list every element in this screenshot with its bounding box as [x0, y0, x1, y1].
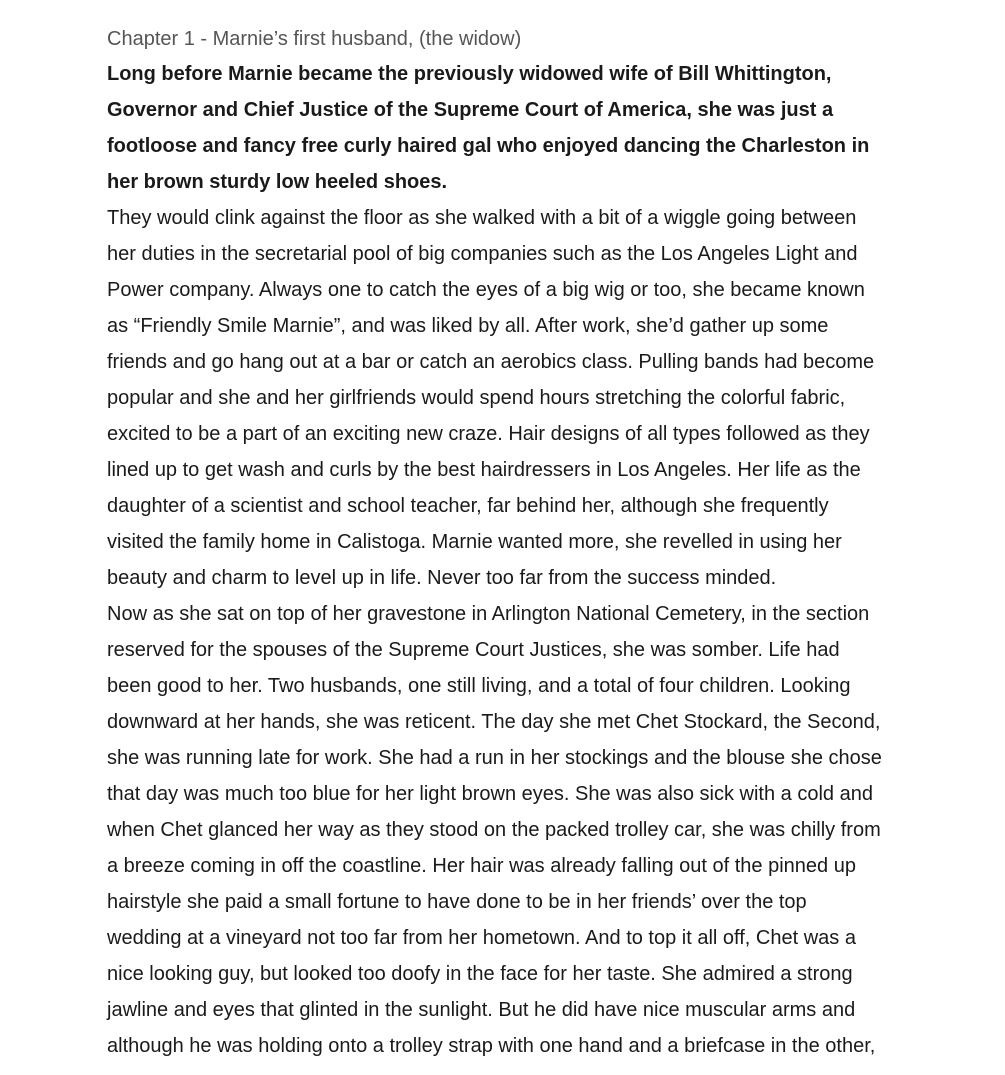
text-line: she was running late for work. She had a run in her stockings and the blouse she chose	[107, 747, 882, 769]
text-line: wedding at a vineyard not too far from her hometown. And to top it all off, Chet was a	[107, 927, 856, 949]
text-line: They would clink against the floor as she walked with a bit of a wiggle going between	[107, 207, 857, 229]
text-line: daughter of a scientist and school teacher, far behind her, although she frequently	[107, 495, 829, 517]
text-line: reserved for the spouses of the Supreme Court Justices, she was somber. Life had	[107, 639, 840, 661]
text-line: friends and go hang out at a bar or catch an aerobics class. Pulling bands had become	[107, 351, 875, 373]
intro-paragraph	[107, 56, 967, 200]
text-line: as “Friendly Smile Marnie”, and was liked by all. After work, she’d gather up some	[107, 315, 829, 337]
text-line: lined up to get wash and curls by the best hairdressers in Los Angeles. Her life as the	[107, 459, 861, 481]
text-line: been good to her. Two husbands, one still living, and a total of four children. Looking	[107, 675, 851, 697]
text-line: footloose and fancy free curly haired gal who enjoyed dancing the Charleston in	[107, 135, 870, 157]
text-line: popular and she and her girlfriends would spend hours stretching the colorful fabric,	[107, 387, 846, 409]
text-line: hairstyle she paid a small fortune to have done to be in her friends’ over the top	[107, 891, 807, 913]
document-body	[107, 56, 967, 1064]
text-line: downward at her hands, she was reticent. The day she met Chet Stockard, the Second,	[107, 711, 881, 733]
text-line: Power company. Always one to catch the eyes of a big wig or too, she became known	[107, 279, 865, 301]
text-line: excited to be a part of an exciting new craze. Hair designs of all types followed as they	[107, 423, 870, 445]
text-line: visited the family home in Calistoga. Marnie wanted more, she revelled in using her	[107, 531, 842, 553]
text-line: when Chet glanced her way as they stood on the packed trolley car, she was chilly from	[107, 819, 881, 841]
text-line: her brown sturdy low heeled shoes.	[107, 171, 448, 193]
text-line: that day was much too blue for her light brown eyes. She was also sick with a cold and	[107, 783, 873, 805]
text-line: Long before Marnie became the previously widowed wife of Bill Whittington,	[107, 63, 832, 85]
body-paragraph	[107, 596, 967, 1064]
text-line: Now as she sat on top of her gravestone in Arlington National Cemetery, in the section	[107, 603, 870, 625]
text-line: jawline and eyes that glinted in the sunlight. But he did have nice muscular arms and	[107, 999, 856, 1021]
body-paragraph	[107, 200, 967, 596]
text-line: although he was holding onto a trolley strap with one hand and a briefcase in the other,	[107, 1035, 876, 1057]
chapter-title: Chapter 1 - Marnie’s first husband, (the widow)	[107, 28, 522, 50]
text-line: a breeze coming in off the coastline. Her hair was already falling out of the pinned up	[107, 855, 856, 877]
text-line: nice looking guy, but looked too doofy in the face for her taste. She admired a strong	[107, 963, 853, 985]
text-line: Governor and Chief Justice of the Supreme Court of America, she was just a	[107, 99, 834, 121]
document-page	[107, 24, 967, 1064]
text-line: her duties in the secretarial pool of big companies such as the Los Angeles Light and	[107, 243, 858, 265]
text-line: beauty and charm to level up in life. Never too far from the success minded.	[107, 567, 777, 589]
